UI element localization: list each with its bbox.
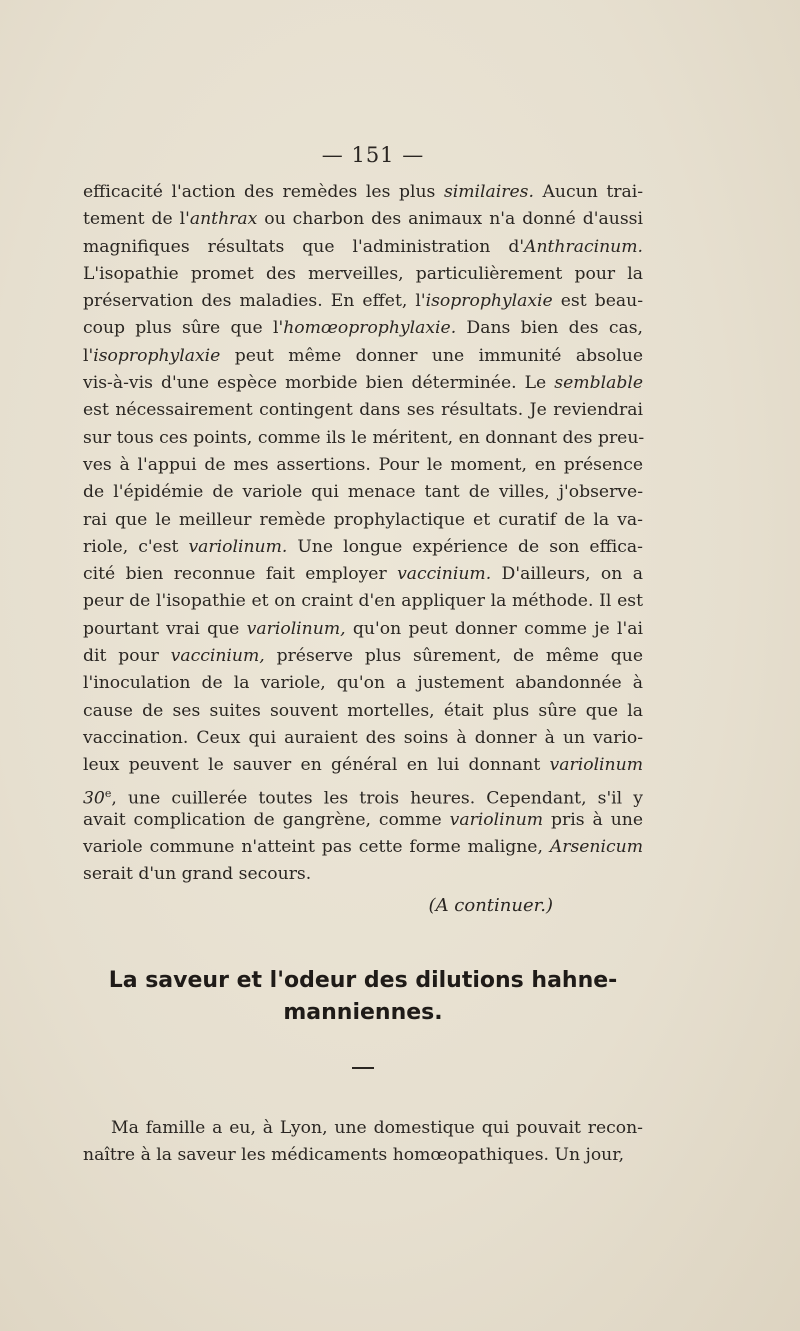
text-line: de l'épidémie de variole qui menace tant de villes, j'observe- [83, 482, 643, 503]
section-heading [83, 965, 643, 1029]
italic-term: Anthracinum. [524, 236, 643, 257]
italic-term: variolinum [449, 809, 544, 830]
text-line: naître à la saveur les médicaments homœopathiques. Un jour, [83, 1145, 625, 1166]
italic-term: isoprophylaxie [425, 291, 553, 312]
text-line: riole, c'est variolinum. Une longue expérience de son effica- [83, 536, 643, 557]
section-rule [352, 1067, 374, 1069]
heading-line-1: La saveur et l'odeur des dilutions hahne- [108, 967, 618, 993]
continue-note: (A continuer.) [428, 894, 553, 916]
text-line: préservation des maladies. En effet, l'isoprophylaxie est beau- [83, 291, 643, 312]
text-line: variole commune n'atteint pas cette forme maligne, Arsenicum [83, 837, 643, 858]
text-line: est nécessairement contingent dans ses résultats. Je reviendrai [83, 400, 643, 421]
italic-term: variolinum [549, 755, 643, 776]
page-number: — 151 — [321, 143, 425, 167]
text-line: leux peuvent le sauver en général en lui donnant variolinum [83, 755, 643, 776]
italic-term: similaires. [443, 182, 534, 202]
text-block [83, 143, 643, 1169]
text-line: l'isoprophylaxie peut même donner une immunité absolue [83, 345, 643, 366]
text-line: cause de ses suites souvent mortelles, était plus sûre que la [83, 700, 643, 721]
text-line: l'inoculation de la variole, qu'on a justement abandonnée à [83, 673, 643, 694]
text-line: coup plus sûre que l'homœoprophylaxie. Dans bien des cas, [83, 318, 643, 339]
text-line: avait complication de gangrène, comme variolinum pris à une [83, 809, 644, 830]
italic-term: 30 [83, 788, 105, 809]
italic-term: homœoprophylaxie. [283, 318, 457, 339]
text-line: vis-à-vis d'une espèce morbide bien déterminée. Le semblable [83, 373, 643, 394]
italic-term: variolinum, [246, 618, 346, 639]
text-line: vaccination. Ceux qui auraient des soins à donner à un vario- [83, 727, 643, 748]
italic-term: anthrax [189, 209, 258, 230]
paragraph-isopathie [83, 179, 643, 889]
italic-term: isoprophylaxie [93, 345, 221, 366]
text-line: peur de l'isopathie et on craint d'en appliquer la méthode. Il est [83, 591, 643, 612]
text-line: serait d'un grand secours. [83, 864, 312, 885]
text-line: Ma famille a eu, à Lyon, une domestique qui pouvait recon- [111, 1117, 643, 1138]
italic-term: vaccinium. [397, 564, 492, 585]
text-line: 30e, une cuillerée toutes les trois heures. Cependant, s'il y [83, 786, 643, 809]
text-line: rai que le meilleur remède prophylactique et curatif de la va- [83, 509, 643, 530]
text-line: sur tous ces points, comme ils le méritent, en donnant des preu- [83, 427, 645, 448]
heading-line-2: manniennes. [283, 999, 443, 1025]
text-line: efficacité l'action des remèdes les plus similaires. Aucun trai- [83, 182, 644, 202]
text-line: tement de l'anthrax ou charbon des animaux n'a donné d'aussi [83, 209, 643, 230]
text-line: L'isopathie promet des merveilles, particulièrement pour la [83, 263, 643, 284]
superscript: e [104, 786, 112, 800]
text-line: dit pour vaccinium, préserve plus sûrement, de même que [83, 646, 643, 667]
italic-term: vaccinium, [170, 646, 265, 667]
text-line: pourtant vrai que variolinum, qu'on peut donner comme je l'ai [83, 618, 643, 639]
text-line: ves à l'appui de mes assertions. Pour le moment, en présence [83, 454, 643, 475]
text-line: magnifiques résultats que l'administration d'Anthracinum. [83, 236, 643, 257]
text-line: cité bien reconnue fait employer vaccinium. D'ailleurs, on a [83, 564, 643, 585]
italic-term: semblable [554, 373, 643, 394]
italic-term: variolinum. [188, 536, 288, 557]
italic-term: Arsenicum [549, 837, 643, 858]
paragraph-saveur [83, 1115, 643, 1170]
